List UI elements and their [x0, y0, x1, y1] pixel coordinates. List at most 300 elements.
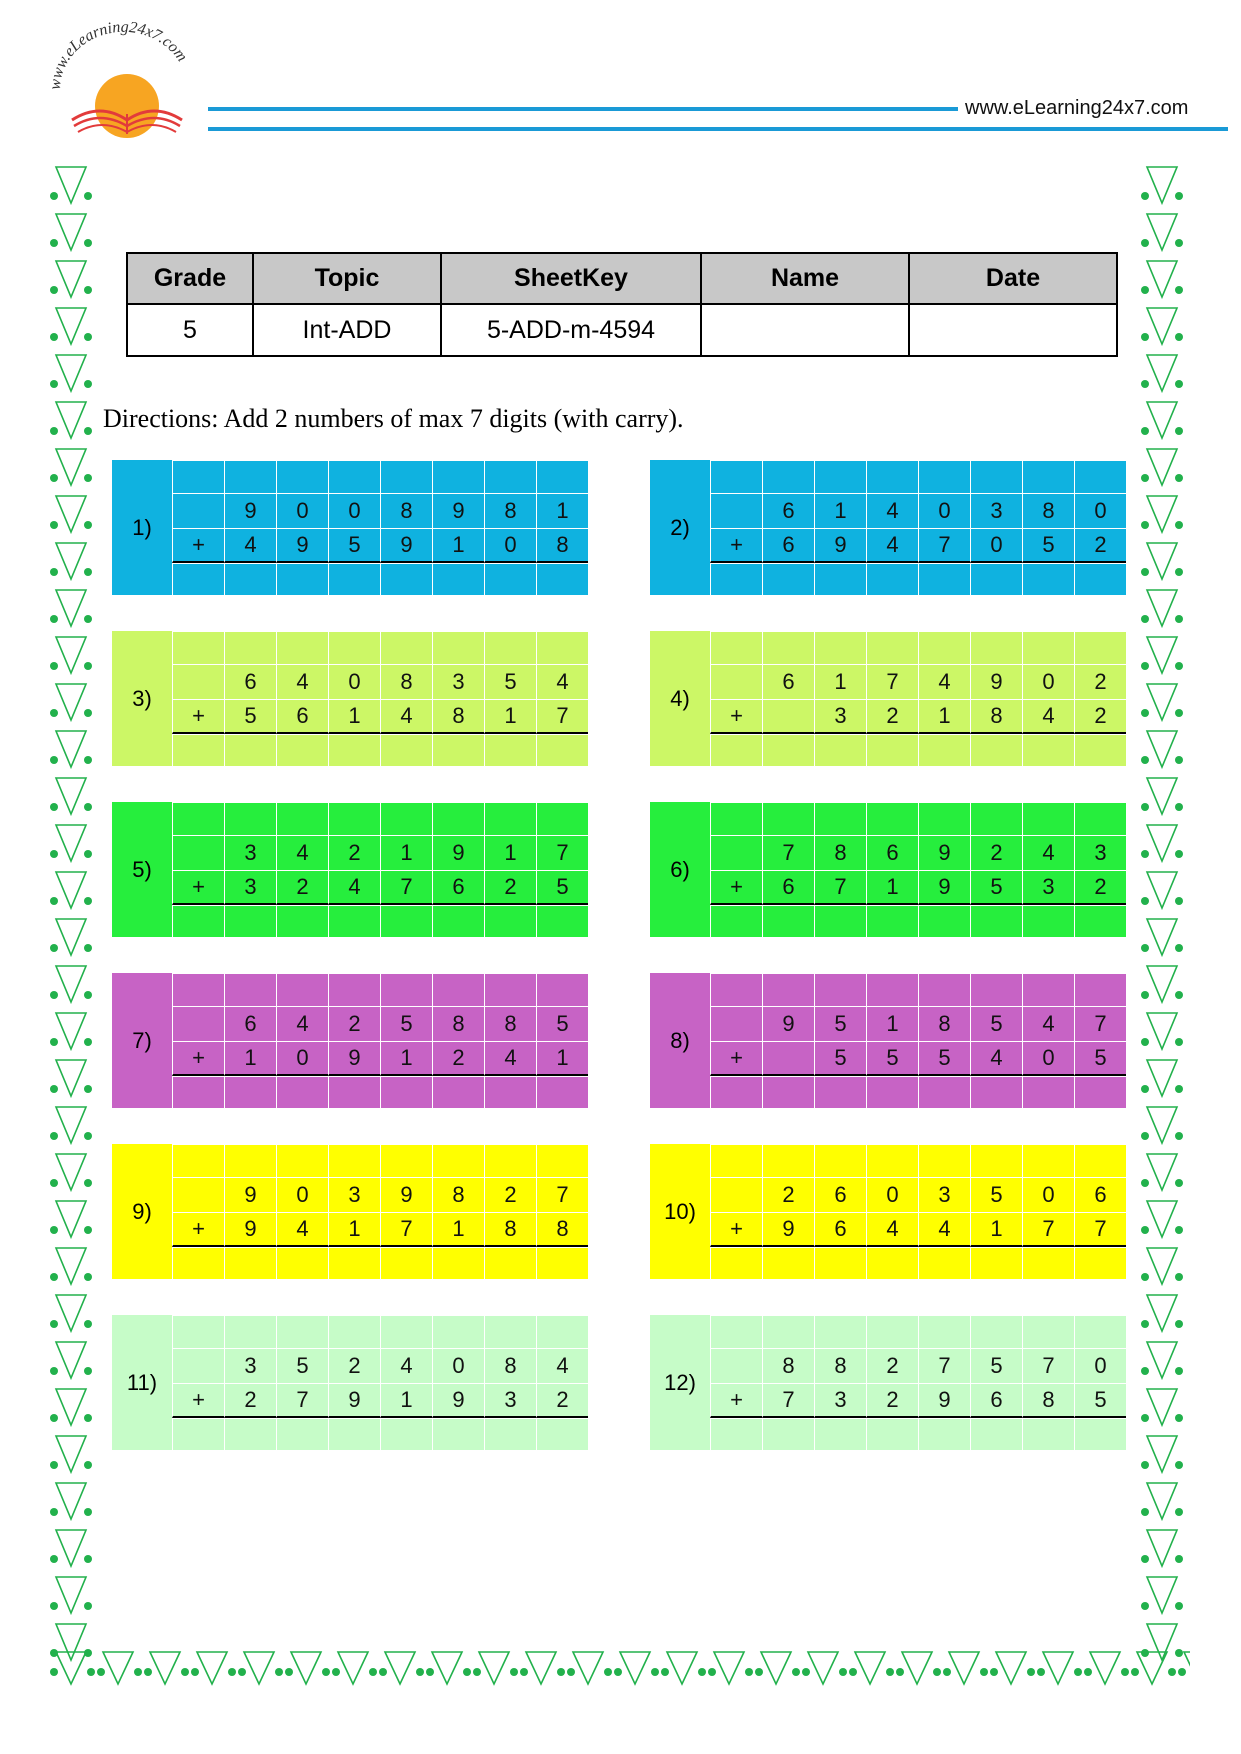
answer-cell[interactable]: [710, 563, 762, 595]
carry-cell[interactable]: [172, 973, 224, 1006]
carry-cell[interactable]: [814, 973, 866, 1006]
carry-cell[interactable]: [432, 1144, 484, 1177]
answer-cell[interactable]: [814, 1418, 866, 1450]
bottom-digit: 4: [866, 528, 918, 563]
carry-cell[interactable]: [762, 973, 814, 1006]
answer-cell[interactable]: [918, 1247, 970, 1279]
answer-cell[interactable]: [1074, 1418, 1126, 1450]
bottom-digit: 1: [866, 870, 918, 905]
problem-block: [650, 631, 1126, 766]
answer-cell[interactable]: [484, 905, 536, 937]
bottom-digit: 7: [762, 1383, 814, 1418]
answer-cell[interactable]: [762, 1247, 814, 1279]
carry-cell[interactable]: [172, 802, 224, 835]
answer-cell[interactable]: [1074, 905, 1126, 937]
carry-cell[interactable]: [1074, 973, 1126, 1006]
carry-cell[interactable]: [1074, 631, 1126, 664]
carry-cell[interactable]: [432, 1315, 484, 1348]
bottom-digit: 4: [224, 528, 276, 563]
carry-cell[interactable]: [710, 460, 762, 493]
carry-cell[interactable]: [1022, 802, 1074, 835]
carry-cell[interactable]: [380, 460, 432, 493]
answer-cell[interactable]: [866, 905, 918, 937]
carry-cell[interactable]: [866, 1144, 918, 1177]
answer-cell[interactable]: [1074, 734, 1126, 766]
carry-cell[interactable]: [224, 631, 276, 664]
answer-cell[interactable]: [380, 1076, 432, 1108]
answer-cell[interactable]: [814, 905, 866, 937]
carry-cell[interactable]: [484, 1315, 536, 1348]
bottom-digit: 9: [328, 1383, 380, 1418]
top-digit: 2: [1074, 664, 1126, 699]
bottom-digit: 5: [1074, 1041, 1126, 1076]
bottom-digit: 3: [814, 699, 866, 734]
answer-cell[interactable]: [710, 1247, 762, 1279]
answer-cell[interactable]: [536, 1418, 588, 1450]
carry-cell[interactable]: [814, 802, 866, 835]
bottom-digit: 2: [484, 870, 536, 905]
answer-cell[interactable]: [328, 1247, 380, 1279]
top-digit: 8: [432, 1177, 484, 1212]
bottom-digit: 7: [1022, 1212, 1074, 1247]
carry-cell[interactable]: [328, 631, 380, 664]
top-digit: 0: [276, 493, 328, 528]
carry-cell[interactable]: [380, 631, 432, 664]
top-digit: 8: [484, 493, 536, 528]
bottom-digit: 1: [380, 1383, 432, 1418]
top-digit: 8: [380, 664, 432, 699]
top-digit: 0: [1022, 664, 1074, 699]
answer-cell[interactable]: [172, 563, 224, 595]
digit-grid: [710, 631, 1126, 766]
carry-cell[interactable]: [328, 802, 380, 835]
header-sheetkey: SheetKey: [441, 253, 701, 304]
answer-cell[interactable]: [172, 1418, 224, 1450]
carry-cell[interactable]: [536, 1315, 588, 1348]
carry-cell[interactable]: [866, 802, 918, 835]
answer-cell[interactable]: [1074, 1076, 1126, 1108]
answer-cell[interactable]: [276, 905, 328, 937]
carry-cell[interactable]: [172, 460, 224, 493]
carry-cell[interactable]: [536, 631, 588, 664]
answer-cell[interactable]: [328, 1076, 380, 1108]
site-url[interactable]: www.eLearning24x7.com: [965, 97, 1189, 119]
carry-cell[interactable]: [814, 631, 866, 664]
carry-cell[interactable]: [328, 1315, 380, 1348]
carry-cell[interactable]: [918, 1144, 970, 1177]
carry-cell[interactable]: [1074, 1315, 1126, 1348]
digit-grid: [172, 631, 588, 766]
answer-cell[interactable]: [328, 905, 380, 937]
answer-cell[interactable]: [328, 734, 380, 766]
top-digit: 9: [918, 835, 970, 870]
bottom-digit: 4: [1022, 699, 1074, 734]
plus-sign: +: [710, 528, 762, 563]
carry-cell[interactable]: [918, 460, 970, 493]
top-digit: 0: [276, 1177, 328, 1212]
top-digit: 1: [814, 493, 866, 528]
top-digit: 9: [224, 493, 276, 528]
answer-cell[interactable]: [866, 563, 918, 595]
top-digit: 5: [970, 1177, 1022, 1212]
answer-cell[interactable]: [224, 563, 276, 595]
carry-cell[interactable]: [380, 802, 432, 835]
answer-cell[interactable]: [970, 1076, 1022, 1108]
plus-sign: +: [710, 1041, 762, 1076]
carry-cell[interactable]: [536, 460, 588, 493]
carry-cell[interactable]: [762, 1144, 814, 1177]
carry-cell[interactable]: [762, 1315, 814, 1348]
answer-cell[interactable]: [710, 1418, 762, 1450]
answer-cell[interactable]: [814, 1247, 866, 1279]
answer-cell[interactable]: [970, 905, 1022, 937]
answer-cell[interactable]: [762, 905, 814, 937]
answer-cell[interactable]: [224, 1418, 276, 1450]
plus-sign: +: [172, 528, 224, 563]
answer-cell[interactable]: [536, 1076, 588, 1108]
answer-cell[interactable]: [1022, 905, 1074, 937]
answer-cell[interactable]: [536, 563, 588, 595]
answer-cell[interactable]: [866, 1076, 918, 1108]
answer-cell[interactable]: [484, 1247, 536, 1279]
carry-cell[interactable]: [710, 1144, 762, 1177]
bottom-digit: 2: [866, 1383, 918, 1418]
problem-block: [650, 802, 1126, 937]
carry-cell[interactable]: [328, 973, 380, 1006]
answer-cell[interactable]: [172, 1247, 224, 1279]
digit-grid: [710, 460, 1126, 595]
answer-cell[interactable]: [380, 1418, 432, 1450]
top-digit: 0: [1074, 1348, 1126, 1383]
answer-cell[interactable]: [710, 734, 762, 766]
carry-cell[interactable]: [484, 1144, 536, 1177]
right-border: [1135, 165, 1193, 1665]
answer-cell[interactable]: [866, 734, 918, 766]
answer-cell[interactable]: [432, 734, 484, 766]
answer-cell[interactable]: [536, 905, 588, 937]
carry-cell[interactable]: [536, 1144, 588, 1177]
carry-cell[interactable]: [328, 460, 380, 493]
carry-cell[interactable]: [814, 1315, 866, 1348]
carry-cell[interactable]: [224, 1315, 276, 1348]
carry-cell[interactable]: [918, 631, 970, 664]
carry-cell[interactable]: [1074, 802, 1126, 835]
answer-cell[interactable]: [484, 563, 536, 595]
carry-cell[interactable]: [380, 1315, 432, 1348]
carry-cell[interactable]: [710, 802, 762, 835]
answer-cell[interactable]: [328, 563, 380, 595]
carry-cell[interactable]: [276, 973, 328, 1006]
carry-cell[interactable]: [1022, 460, 1074, 493]
top-digit: 7: [866, 664, 918, 699]
answer-cell[interactable]: [970, 1418, 1022, 1450]
carry-cell[interactable]: [970, 1144, 1022, 1177]
carry-cell[interactable]: [710, 973, 762, 1006]
carry-cell[interactable]: [918, 1315, 970, 1348]
answer-cell[interactable]: [172, 905, 224, 937]
carry-cell[interactable]: [276, 460, 328, 493]
answer-cell[interactable]: [484, 734, 536, 766]
answer-cell[interactable]: [432, 905, 484, 937]
answer-cell[interactable]: [710, 1076, 762, 1108]
carry-cell[interactable]: [1074, 1144, 1126, 1177]
bottom-digit: 4: [276, 1212, 328, 1247]
answer-cell[interactable]: [970, 734, 1022, 766]
answer-cell[interactable]: [918, 563, 970, 595]
carry-cell[interactable]: [1022, 1144, 1074, 1177]
carry-cell[interactable]: [172, 1315, 224, 1348]
bottom-digit: 0: [1022, 1041, 1074, 1076]
carry-cell[interactable]: [866, 460, 918, 493]
answer-cell[interactable]: [970, 563, 1022, 595]
info-table-value-row: [127, 304, 1117, 356]
carry-cell[interactable]: [432, 631, 484, 664]
carry-cell[interactable]: [762, 802, 814, 835]
digit-grid: [172, 460, 588, 595]
carry-cell[interactable]: [970, 973, 1022, 1006]
problem-number: 5): [132, 856, 152, 882]
carry-cell[interactable]: [970, 631, 1022, 664]
bottom-digit: 2: [432, 1041, 484, 1076]
carry-cell[interactable]: [1022, 973, 1074, 1006]
bottom-border: [50, 1646, 1190, 1688]
bottom-digit: 2: [536, 1383, 588, 1418]
site-logo[interactable]: [42, 22, 212, 152]
carry-cell[interactable]: [380, 973, 432, 1006]
bottom-digit: 5: [1022, 528, 1074, 563]
answer-cell[interactable]: [380, 905, 432, 937]
problem-number: 1): [132, 514, 152, 540]
carry-cell[interactable]: [918, 973, 970, 1006]
top-digit: 2: [328, 835, 380, 870]
top-digit: 1: [814, 664, 866, 699]
bottom-digit: 2: [224, 1383, 276, 1418]
answer-cell[interactable]: [432, 1076, 484, 1108]
answer-cell[interactable]: [224, 1076, 276, 1108]
carry-cell[interactable]: [276, 1144, 328, 1177]
plus-sign: +: [172, 1212, 224, 1247]
digit-grid: [172, 1315, 588, 1450]
top-digit: 1: [536, 493, 588, 528]
answer-cell[interactable]: [432, 1247, 484, 1279]
answer-cell[interactable]: [224, 905, 276, 937]
answer-cell[interactable]: [1022, 563, 1074, 595]
bottom-digit: 0: [484, 528, 536, 563]
top-digit: 3: [970, 493, 1022, 528]
bottom-digit: 7: [380, 870, 432, 905]
bottom-digit: 1: [380, 1041, 432, 1076]
answer-cell[interactable]: [970, 1247, 1022, 1279]
answer-cell[interactable]: [866, 1247, 918, 1279]
answer-cell[interactable]: [918, 1418, 970, 1450]
carry-cell[interactable]: [328, 1144, 380, 1177]
carry-cell[interactable]: [814, 460, 866, 493]
answer-cell[interactable]: [814, 1076, 866, 1108]
carry-cell[interactable]: [484, 973, 536, 1006]
carry-cell[interactable]: [918, 802, 970, 835]
carry-cell[interactable]: [866, 1315, 918, 1348]
answer-cell[interactable]: [762, 1076, 814, 1108]
carry-cell[interactable]: [432, 802, 484, 835]
answer-cell[interactable]: [814, 734, 866, 766]
carry-cell[interactable]: [710, 631, 762, 664]
carry-cell[interactable]: [432, 973, 484, 1006]
carry-cell[interactable]: [224, 460, 276, 493]
top-digit: 4: [380, 1348, 432, 1383]
header-grade: Grade: [127, 253, 253, 304]
answer-cell[interactable]: [1022, 1418, 1074, 1450]
carry-cell[interactable]: [484, 460, 536, 493]
top-digit: 0: [432, 1348, 484, 1383]
top-digit: 3: [224, 1348, 276, 1383]
top-digit: 8: [814, 835, 866, 870]
carry-cell[interactable]: [762, 460, 814, 493]
bottom-digit: 6: [762, 528, 814, 563]
top-digit: 4: [918, 664, 970, 699]
answer-cell[interactable]: [866, 1418, 918, 1450]
logo-graphic: [42, 22, 212, 152]
blank-cell: [710, 1006, 762, 1041]
answer-cell[interactable]: [814, 563, 866, 595]
top-digit: 4: [1022, 1006, 1074, 1041]
problem-number: 7): [132, 1027, 152, 1053]
top-digit: 4: [536, 1348, 588, 1383]
blank-cell: [710, 1348, 762, 1383]
blank-cell: [172, 493, 224, 528]
carry-cell[interactable]: [484, 802, 536, 835]
top-digit: 5: [276, 1348, 328, 1383]
carry-cell[interactable]: [484, 631, 536, 664]
problem-block: [650, 973, 1126, 1108]
carry-cell[interactable]: [380, 1144, 432, 1177]
carry-cell[interactable]: [1074, 460, 1126, 493]
answer-cell[interactable]: [276, 1418, 328, 1450]
problem-block: [650, 460, 1126, 595]
info-table: [126, 252, 1118, 357]
bottom-digit: 6: [762, 870, 814, 905]
carry-cell[interactable]: [710, 1315, 762, 1348]
top-digit: 5: [380, 1006, 432, 1041]
carry-cell[interactable]: [536, 802, 588, 835]
answer-cell[interactable]: [224, 734, 276, 766]
answer-cell[interactable]: [762, 734, 814, 766]
top-digit: 8: [484, 1006, 536, 1041]
answer-cell[interactable]: [1022, 1076, 1074, 1108]
blank-cell: [172, 664, 224, 699]
top-digit: 7: [1074, 1006, 1126, 1041]
problem-number: 12): [664, 1369, 696, 1395]
top-digit: 6: [762, 493, 814, 528]
answer-cell[interactable]: [1022, 1247, 1074, 1279]
answer-cell[interactable]: [918, 1076, 970, 1108]
carry-cell[interactable]: [866, 973, 918, 1006]
top-digit: 5: [536, 1006, 588, 1041]
carry-cell[interactable]: [814, 1144, 866, 1177]
answer-cell[interactable]: [328, 1418, 380, 1450]
answer-cell[interactable]: [172, 734, 224, 766]
answer-cell[interactable]: [1074, 563, 1126, 595]
digit-grid: [710, 1315, 1126, 1450]
answer-cell[interactable]: [918, 905, 970, 937]
carry-cell[interactable]: [224, 802, 276, 835]
digit-grid: [710, 1144, 1126, 1279]
carry-cell[interactable]: [536, 973, 588, 1006]
answer-cell[interactable]: [762, 1418, 814, 1450]
carry-cell[interactable]: [172, 631, 224, 664]
carry-cell[interactable]: [1022, 631, 1074, 664]
answer-cell[interactable]: [224, 1247, 276, 1279]
bottom-digit: 8: [484, 1212, 536, 1247]
carry-cell[interactable]: [224, 973, 276, 1006]
top-digit: 9: [432, 835, 484, 870]
carry-cell[interactable]: [224, 1144, 276, 1177]
answer-cell[interactable]: [1074, 1247, 1126, 1279]
carry-cell[interactable]: [970, 802, 1022, 835]
answer-cell[interactable]: [172, 1076, 224, 1108]
top-digit: 5: [484, 664, 536, 699]
blank-cell: [172, 835, 224, 870]
value-name[interactable]: [701, 304, 909, 356]
bottom-digit: 2: [1074, 528, 1126, 563]
answer-cell[interactable]: [276, 1076, 328, 1108]
answer-cell[interactable]: [710, 905, 762, 937]
carry-cell[interactable]: [970, 460, 1022, 493]
bottom-digit: 6: [276, 699, 328, 734]
carry-cell[interactable]: [432, 460, 484, 493]
answer-cell[interactable]: [762, 563, 814, 595]
problem-block: [112, 1315, 588, 1450]
carry-cell[interactable]: [276, 802, 328, 835]
top-digit: 1: [484, 835, 536, 870]
header-name: Name: [701, 253, 909, 304]
answer-cell[interactable]: [276, 1247, 328, 1279]
top-digit: 2: [484, 1177, 536, 1212]
answer-cell[interactable]: [276, 563, 328, 595]
answer-cell[interactable]: [536, 734, 588, 766]
problem-block: [112, 1144, 588, 1279]
top-digit: 8: [380, 493, 432, 528]
bottom-digit: 4: [918, 1212, 970, 1247]
top-digit: 3: [328, 1177, 380, 1212]
carry-cell[interactable]: [970, 1315, 1022, 1348]
answer-cell[interactable]: [380, 1247, 432, 1279]
answer-cell[interactable]: [432, 563, 484, 595]
answer-cell[interactable]: [536, 1247, 588, 1279]
carry-cell[interactable]: [762, 631, 814, 664]
answer-cell[interactable]: [1022, 734, 1074, 766]
top-digit: 1: [380, 835, 432, 870]
top-digit: 2: [866, 1348, 918, 1383]
bottom-digit: 4: [484, 1041, 536, 1076]
carry-cell[interactable]: [172, 1144, 224, 1177]
carry-cell[interactable]: [276, 631, 328, 664]
answer-cell[interactable]: [484, 1076, 536, 1108]
digit-grid: [172, 802, 588, 937]
answer-cell[interactable]: [432, 1418, 484, 1450]
bottom-digit: 2: [1074, 870, 1126, 905]
answer-cell[interactable]: [380, 734, 432, 766]
answer-cell[interactable]: [276, 734, 328, 766]
carry-cell[interactable]: [866, 631, 918, 664]
answer-cell[interactable]: [380, 563, 432, 595]
top-digit: 9: [380, 1177, 432, 1212]
answer-cell[interactable]: [484, 1418, 536, 1450]
carry-cell[interactable]: [1022, 1315, 1074, 1348]
value-date[interactable]: [909, 304, 1117, 356]
left-border: [44, 165, 102, 1665]
answer-cell[interactable]: [918, 734, 970, 766]
carry-cell[interactable]: [276, 1315, 328, 1348]
